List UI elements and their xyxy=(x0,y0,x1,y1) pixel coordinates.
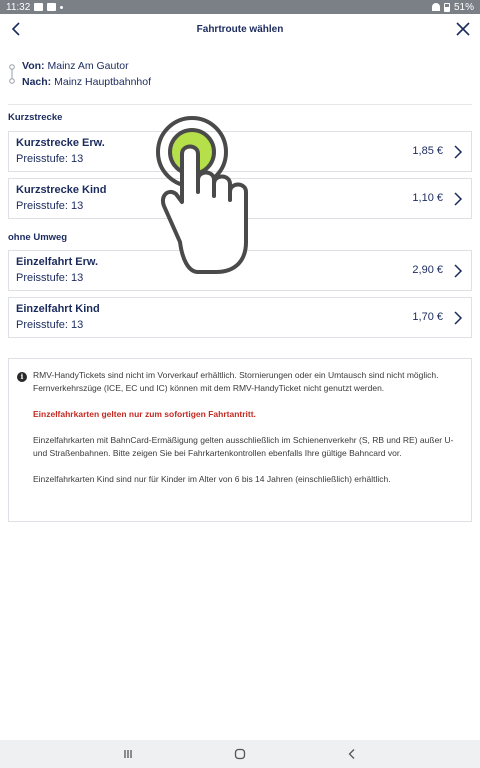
route-to xyxy=(8,74,472,90)
info-text-immediate-start: Einzelfahrkarten gelten nur zum sofortigen Fahrtantritt. xyxy=(33,409,256,419)
divider xyxy=(8,104,472,105)
status-time: 11:32 xyxy=(6,1,31,13)
route-to-label: Nach: xyxy=(22,76,52,88)
route-line-icon xyxy=(8,64,16,84)
battery-icon xyxy=(444,3,450,12)
wifi-icon xyxy=(432,3,440,11)
status-bar xyxy=(0,0,480,14)
page-title: Fahrtroute wählen xyxy=(196,23,284,35)
info-text-presale: RMV-HandyTickets sind nicht im Vorverkauf erhältlich. Stornierungen oder ein Umtausch sind nicht möglich. Fernverkehrszüge (ICE, EC und IC) können mit dem RMV-HandyTicket nicht genutzt werden. xyxy=(33,370,439,393)
back-button[interactable] xyxy=(6,18,26,40)
app-header xyxy=(0,14,480,44)
ticket-price-level: Preisstufe: 13 xyxy=(16,153,84,165)
route-summary xyxy=(8,58,472,90)
ticket-price-level: Preisstufe: 13 xyxy=(16,200,84,212)
ticket-name: Kurzstrecke Kind xyxy=(16,184,107,196)
ticket-price-level: Preisstufe: 13 xyxy=(16,319,84,331)
ticket-price: 1,70 € xyxy=(412,311,443,323)
info-text-bahncard: Einzelfahrkarten mit BahnCard-Ermäßigung gelten ausschließlich im Schienenverkehr (S, RB und RE) außer U- und Straßenbahnen. Bitte zeigen Sie bei Fahrkartenkontrollen ebenfalls Ihre gültige Bahncard vor. xyxy=(33,435,454,458)
route-to-value: Mainz Hauptbahnhof xyxy=(54,76,152,88)
route-from xyxy=(8,58,472,74)
ticket-price: 1,85 € xyxy=(412,145,443,157)
hand-pointer-icon xyxy=(154,114,274,278)
route-from-label: Von: xyxy=(22,60,45,72)
close-button[interactable] xyxy=(452,18,474,40)
chevron-right-icon xyxy=(453,191,463,207)
info-box xyxy=(8,358,472,522)
ticket-einzelfahrt-kind[interactable] xyxy=(8,297,472,338)
ticket-name: Einzelfahrt Kind xyxy=(16,303,100,315)
home-icon[interactable] xyxy=(234,748,246,760)
youtube-icon xyxy=(47,3,56,11)
ticket-price: 1,10 € xyxy=(412,192,443,204)
route-from-value: Mainz Am Gautor xyxy=(47,60,129,72)
back-icon xyxy=(11,21,21,37)
ticket-price-level: Preisstufe: 13 xyxy=(16,272,84,284)
battery-level: 51% xyxy=(453,1,474,13)
info-icon: i xyxy=(17,372,27,382)
section-title-ohne-umweg: ohne Umweg xyxy=(8,232,68,243)
chevron-right-icon xyxy=(453,263,463,279)
system-navigation-bar xyxy=(0,740,480,768)
close-icon xyxy=(455,21,471,37)
chevron-right-icon xyxy=(453,310,463,326)
gallery-icon xyxy=(34,3,43,11)
notification-dot-icon xyxy=(60,6,63,9)
info-text-child-age: Einzelfahrkarten Kind sind nur für Kinder im Alter von 6 bis 14 Jahren (einschließlich) erhältlich. xyxy=(33,474,391,484)
chevron-right-icon xyxy=(453,144,463,160)
ticket-name: Kurzstrecke Erw. xyxy=(16,137,105,149)
ticket-name: Einzelfahrt Erw. xyxy=(16,256,99,268)
system-back-icon[interactable] xyxy=(346,748,358,760)
recent-apps-icon[interactable] xyxy=(122,748,134,760)
section-title-kurzstrecke: Kurzstrecke xyxy=(8,112,63,123)
ticket-price: 2,90 € xyxy=(412,264,443,276)
